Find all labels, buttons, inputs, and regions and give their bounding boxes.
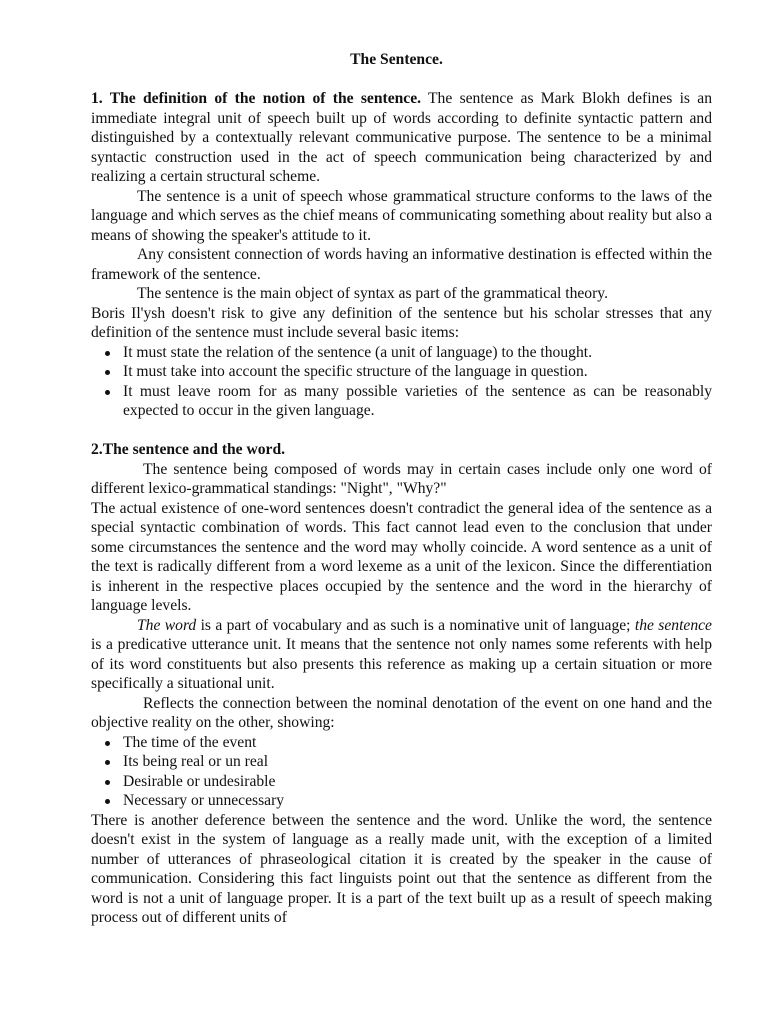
list-item: It must take into account the specific structure of the language in question. — [123, 362, 712, 382]
section1-paragraph-3: Any consistent connection of words having an informative destination is effected within the framework of the sentence. — [91, 246, 712, 283]
section1-list — [91, 343, 712, 421]
list-item: Its being real or un real — [123, 752, 712, 772]
section2-heading: 2.The sentence and the word. — [91, 441, 286, 458]
section1-paragraph-1: 1. The definition of the notion of the sentence. The sentence as Mark Blokh defines is an immediate integral unit of speech built up of words according to definite syntactic pattern and distinguished by a contextually relevant communicative purpose. The sentence to be a minimal syntactic construction used in the act of speech communication being characterized by and realizing a certain structural scheme. — [91, 90, 713, 185]
section1-paragraph-5: Boris Il'ysh doesn't risk to give any definition of the sentence but his scholar stresses that any definition of the sentence must include several basic items: — [91, 304, 712, 341]
section2-paragraph-4: Reflects the connection between the nominal denotation of the event on one hand and the objective reality on the other, showing: — [91, 694, 712, 731]
list-item: It must state the relation of the sentence (a unit of language) to the thought. — [123, 343, 712, 363]
list-item: Necessary or unnecessary — [123, 791, 712, 811]
section2-paragraph-1: The sentence being composed of words may in certain cases include only one word of different lexico-grammatical standings: "Night", "Why?" — [91, 460, 712, 497]
section2-paragraph-3: The word is a part of vocabulary and as such is a nominative unit of language; the sentence is a predicative utterance unit. It means that the sentence not only names some referents with help of its word constituents but also presents this reference as making up a certain situation or more specifically a situational unit. — [91, 616, 712, 692]
section1-heading: 1. The definition of the notion of the sentence. — [91, 90, 422, 107]
section2-list — [91, 733, 712, 811]
term-the-word: The word — [137, 616, 197, 634]
spacer — [91, 421, 712, 441]
list-item: It must leave room for as many possible varieties of the sentence as can be reasonably expected to occur in the given language. — [123, 382, 712, 419]
section2-paragraph-5: There is another deference between the sentence and the word. Unlike the word, the sentence doesn't exist in the system of language as a really made unit, with the exception of a limited number of utterances of phraseological citation it is created by the speaker in the cause of communication. Considering this fact linguists point out that the sentence as different from the word is not a unit of language proper. It is a part of the text built up as a result of speech making process out of different units of — [91, 811, 712, 926]
section1-paragraph-4: The sentence is the main object of syntax as part of the grammatical theory. — [137, 285, 608, 302]
list-item: The time of the event — [123, 733, 712, 753]
section1-paragraph-2: The sentence is a unit of speech whose grammatical structure conforms to the laws of the language and which serves as the chief means of communicating something about reality but also a means of showing the speaker's attitude to it. — [91, 187, 712, 244]
section2-paragraph-2: The actual existence of one-word sentences doesn't contradict the general idea of the sentence as a special syntactic combination of words. This fact cannot lead even to the conclusion that under some circumstances the sentence and the word may wholly coincide. A word sentence as a unit of the text is radically different from a word lexeme as a unit of the lexicon. Since the differentiation is inherent in the respective places occupied by the sentence and the word in the hierarchy of language levels. — [91, 499, 712, 614]
term-the-sentence: the sentence — [634, 616, 712, 634]
page-title: The Sentence. — [350, 51, 443, 68]
list-item: Desirable or undesirable — [123, 772, 712, 792]
